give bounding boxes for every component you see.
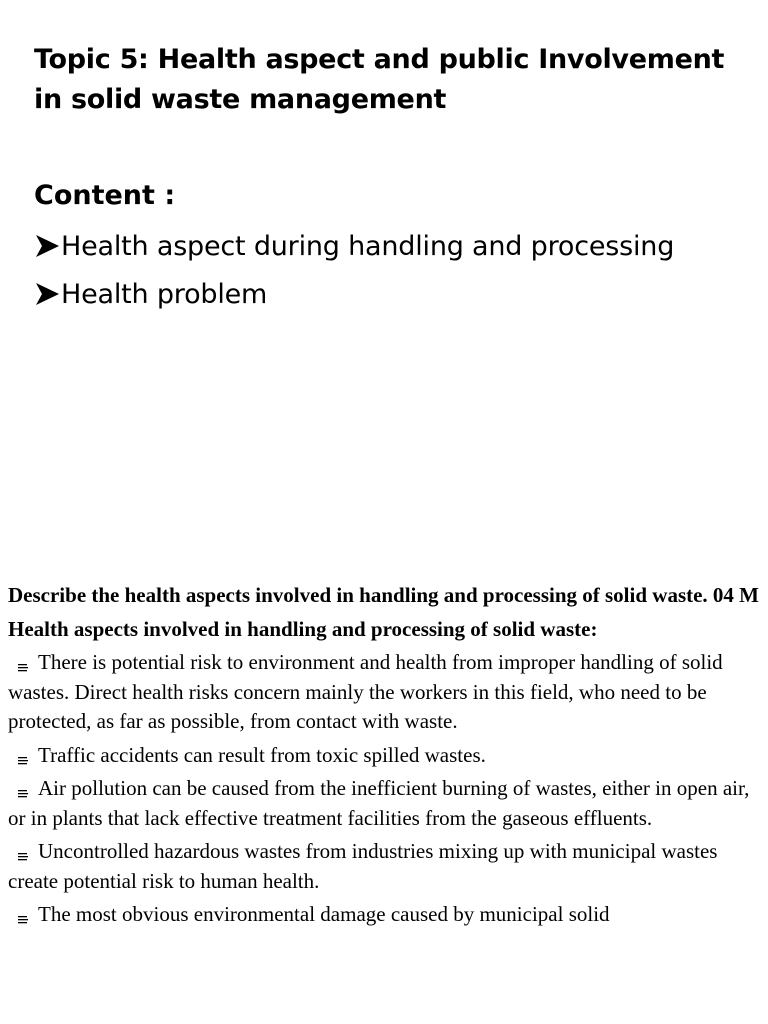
- list-item-text: The most obvious environmental damage caused by municipal solid: [38, 902, 610, 926]
- small-bullet-icon: [17, 662, 29, 672]
- slide-bullet-text: Health aspect during handling and processing: [61, 230, 675, 262]
- content-heading: Content :: [34, 180, 176, 211]
- list-item: [8, 648, 760, 737]
- list-item: [8, 837, 760, 896]
- slide-bullet-item: [34, 222, 674, 270]
- list-item: [8, 774, 760, 833]
- small-bullet-icon: [17, 914, 29, 924]
- answer-heading: Health aspects involved in handling and processing of solid waste:: [8, 616, 598, 641]
- small-bullet-icon: [17, 851, 29, 861]
- document-page: [8, 581, 760, 934]
- slide-bullet-item: [34, 270, 674, 318]
- slide-bullet-text: Health problem: [61, 278, 268, 310]
- list-item-text: There is potential risk to environment and health from improper handling of solid wastes. Direct health risks concern mainly the workers in this field, who need to be protected, as far as possible, from contact with waste.: [8, 650, 723, 733]
- list-item: [8, 741, 760, 771]
- list-item: [8, 900, 760, 930]
- arrow-bullet-icon: [34, 281, 60, 307]
- arrow-bullet-icon: [34, 233, 60, 259]
- slide-title: Topic 5: Health aspect and public Involvement in solid waste management: [34, 44, 725, 115]
- exam-question: Describe the health aspects involved in handling and processing of solid waste. 04 M: [8, 583, 760, 607]
- slide-bullet-list: [34, 222, 674, 318]
- small-bullet-icon: [17, 755, 29, 765]
- list-item-text: Air pollution can be caused from the inefficient burning of wastes, either in open air, or in plants that lack effective treatment facilities from the gaseous effluents.: [8, 776, 750, 830]
- small-bullet-icon: [17, 788, 29, 798]
- list-item-text: Uncontrolled hazardous wastes from industries mixing up with municipal wastes create potential risk to human health.: [8, 839, 718, 893]
- list-item-text: Traffic accidents can result from toxic spilled wastes.: [38, 742, 486, 767]
